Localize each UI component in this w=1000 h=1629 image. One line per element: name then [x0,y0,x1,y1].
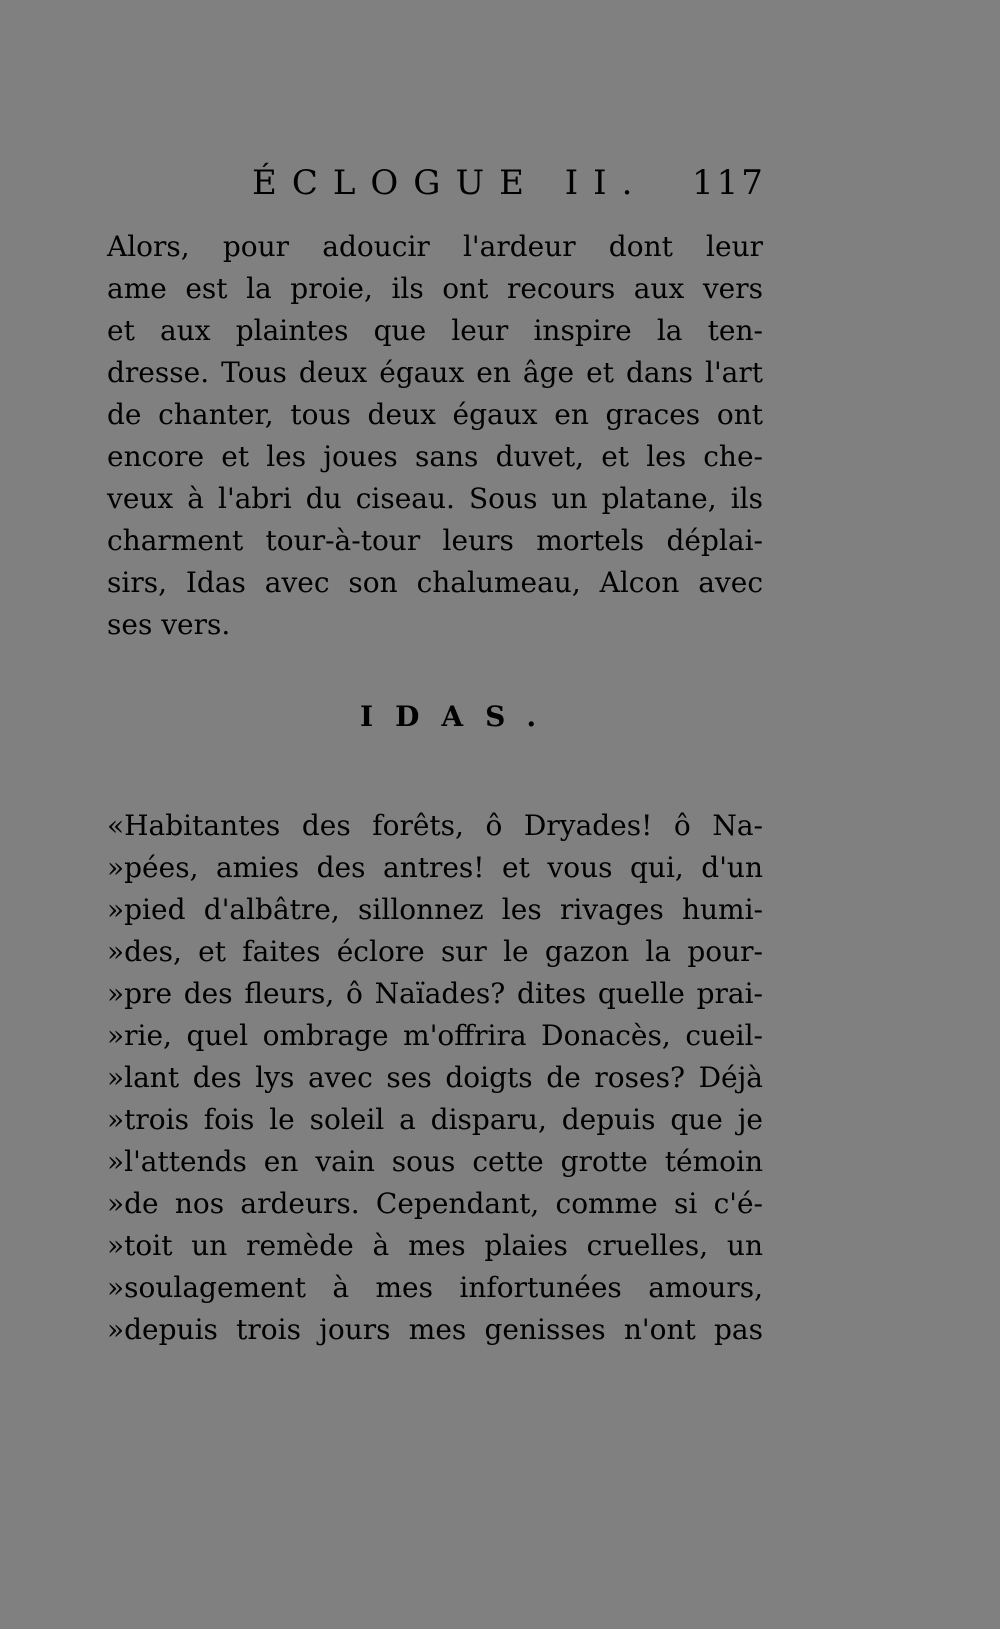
text-line: «Habitantes des forêts, ô Dryades! ô Na- [107,809,763,842]
text-line: »de nos ardeurs. Cependant, comme si c'é- [107,1187,763,1220]
text-line: encore et les joues sans duvet, et les che- [107,440,763,473]
speech-paragraph [107,805,763,1351]
text-line: de chanter, tous deux égaux en graces ont [107,398,763,431]
text-line: »des, et faites éclore sur le gazon la pour- [107,935,763,968]
text-line: dresse. Tous deux égaux en âge et dans l'art [107,356,763,389]
text-line: »toit un remède à mes plaies cruelles, un [107,1229,763,1262]
running-title: ÉCLOGUE II. [252,163,648,203]
text-line: »pées, amies des antres! et vous qui, d'un [107,851,763,884]
text-line: »pied d'albâtre, sillonnez les rivages humi- [107,893,763,926]
text-line: »depuis trois jours mes genisses n'ont pas [107,1313,763,1346]
text-line: »trois fois le soleil a disparu, depuis que je [107,1103,763,1136]
text-line: charment tour-à-tour leurs mortels déplai- [107,524,763,557]
text-line: »rie, quel ombrage m'offrira Donacès, cueil- [107,1019,763,1052]
page-number: 117 [692,163,766,203]
intro-paragraph [107,226,763,646]
running-head [252,163,772,213]
text-line: »lant des lys avec ses doigts de roses? Déjà [107,1061,763,1094]
text-line: et aux plaintes que leur inspire la ten- [107,314,763,347]
text-line: »soulagement à mes infortunées amours, [107,1271,763,1304]
speaker-heading: IDAS. [360,700,559,733]
text-line: veux à l'abri du ciseau. Sous un platane, ils [107,482,763,515]
text-line: »pre des fleurs, ô Naïades? dites quelle prai- [107,977,763,1010]
text-line: sirs, Idas avec son chalumeau, Alcon avec [107,566,763,599]
text-line: Alors, pour adoucir l'ardeur dont leur [107,230,763,263]
text-line: »l'attends en vain sous cette grotte témoin [107,1145,763,1178]
text-line: ses vers. [107,608,231,641]
text-line: ame est la proie, ils ont recours aux vers [107,272,763,305]
